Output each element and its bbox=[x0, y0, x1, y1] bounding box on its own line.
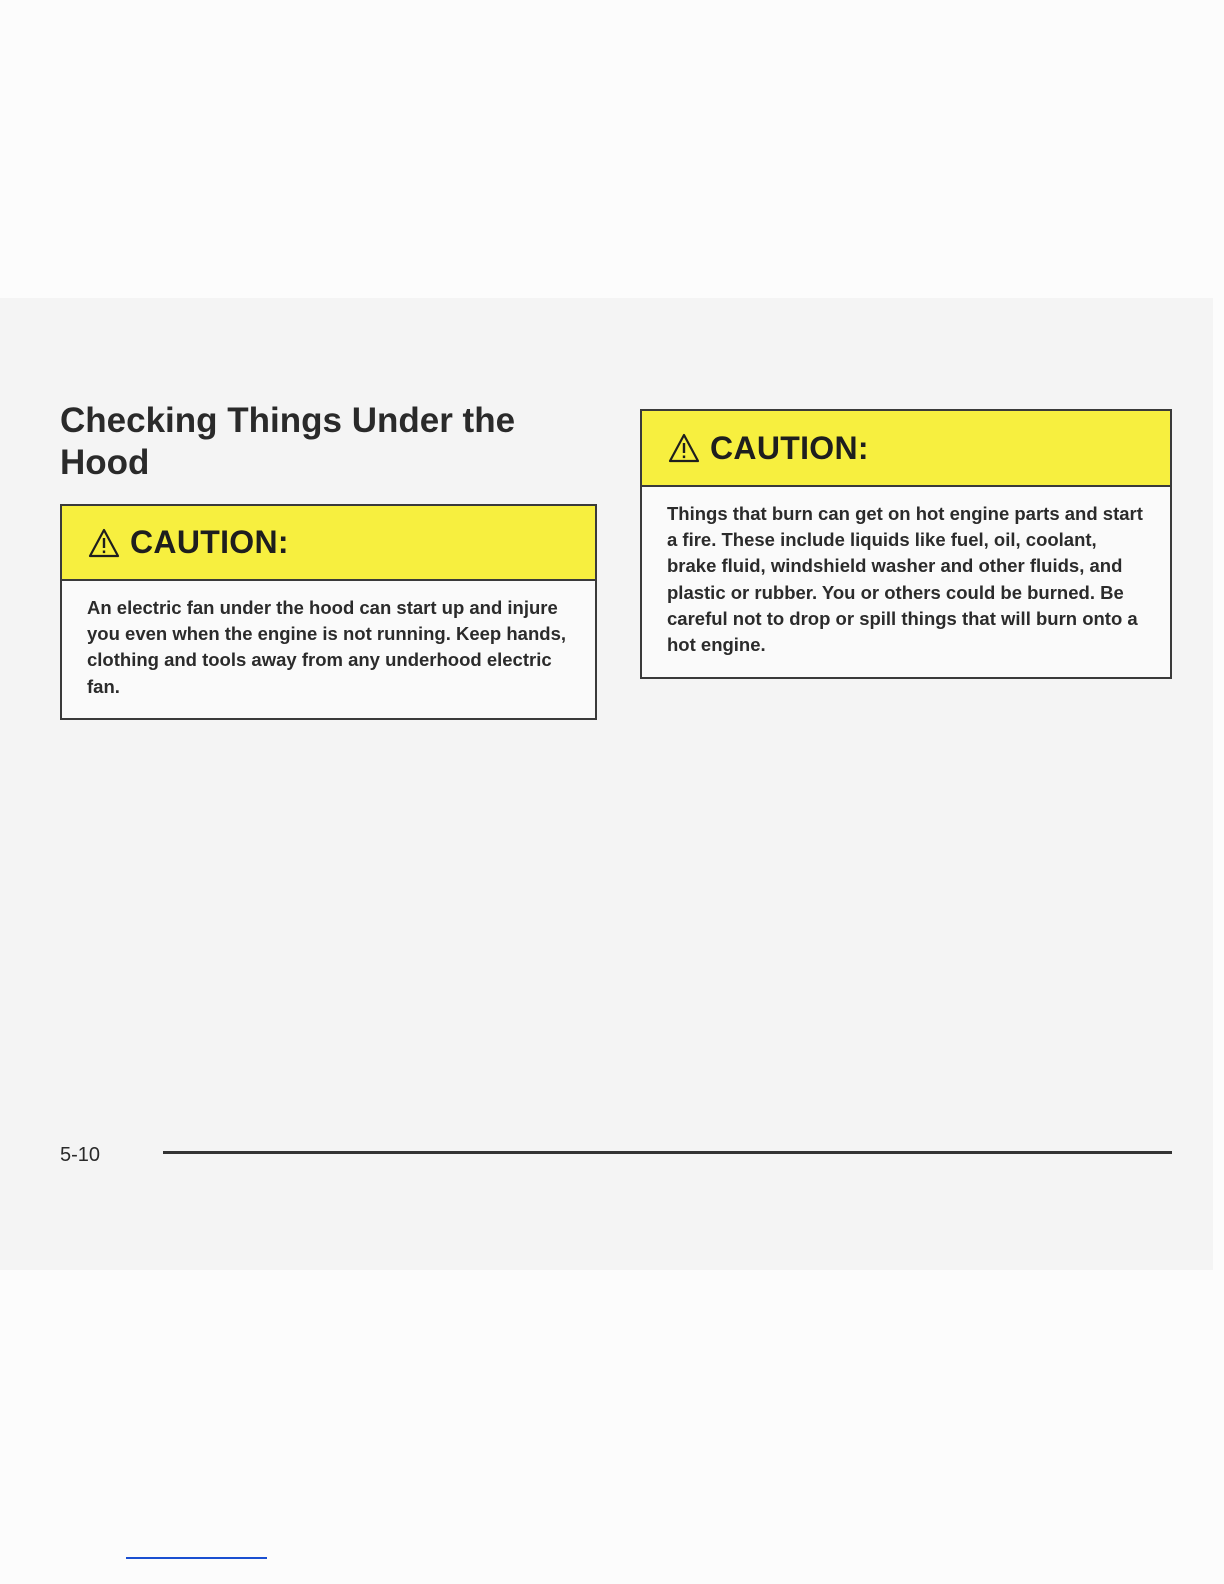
warning-triangle-icon bbox=[668, 433, 700, 463]
link-underline[interactable] bbox=[126, 1557, 267, 1559]
section-title: Checking Things Under the Hood bbox=[60, 401, 516, 482]
caution-box-electric-fan bbox=[60, 504, 597, 720]
warning-triangle-icon bbox=[88, 528, 120, 558]
caution-header bbox=[62, 506, 595, 581]
caution-label: CAUTION: bbox=[710, 429, 869, 466]
caution-header bbox=[642, 411, 1170, 487]
page-number: 5-10 bbox=[60, 1144, 101, 1166]
footer-rule bbox=[163, 1151, 1172, 1154]
caution-label: CAUTION: bbox=[130, 524, 289, 560]
caution-box-fire bbox=[640, 409, 1172, 679]
caution-text: An electric fan under the hood can start up and injure you even when the engine is not running. Keep hands, clothing and tools away from any underhood electric fan. bbox=[87, 597, 566, 697]
caution-text: Things that burn can get on hot engine parts and start a fire. These include liquids like fuel, oil, coolant, brake fluid, windshield washer and other fluids, and plastic or rubber. You or others could be burned. Be careful not to drop or spill things that will burn onto a hot engine. bbox=[667, 503, 1143, 656]
